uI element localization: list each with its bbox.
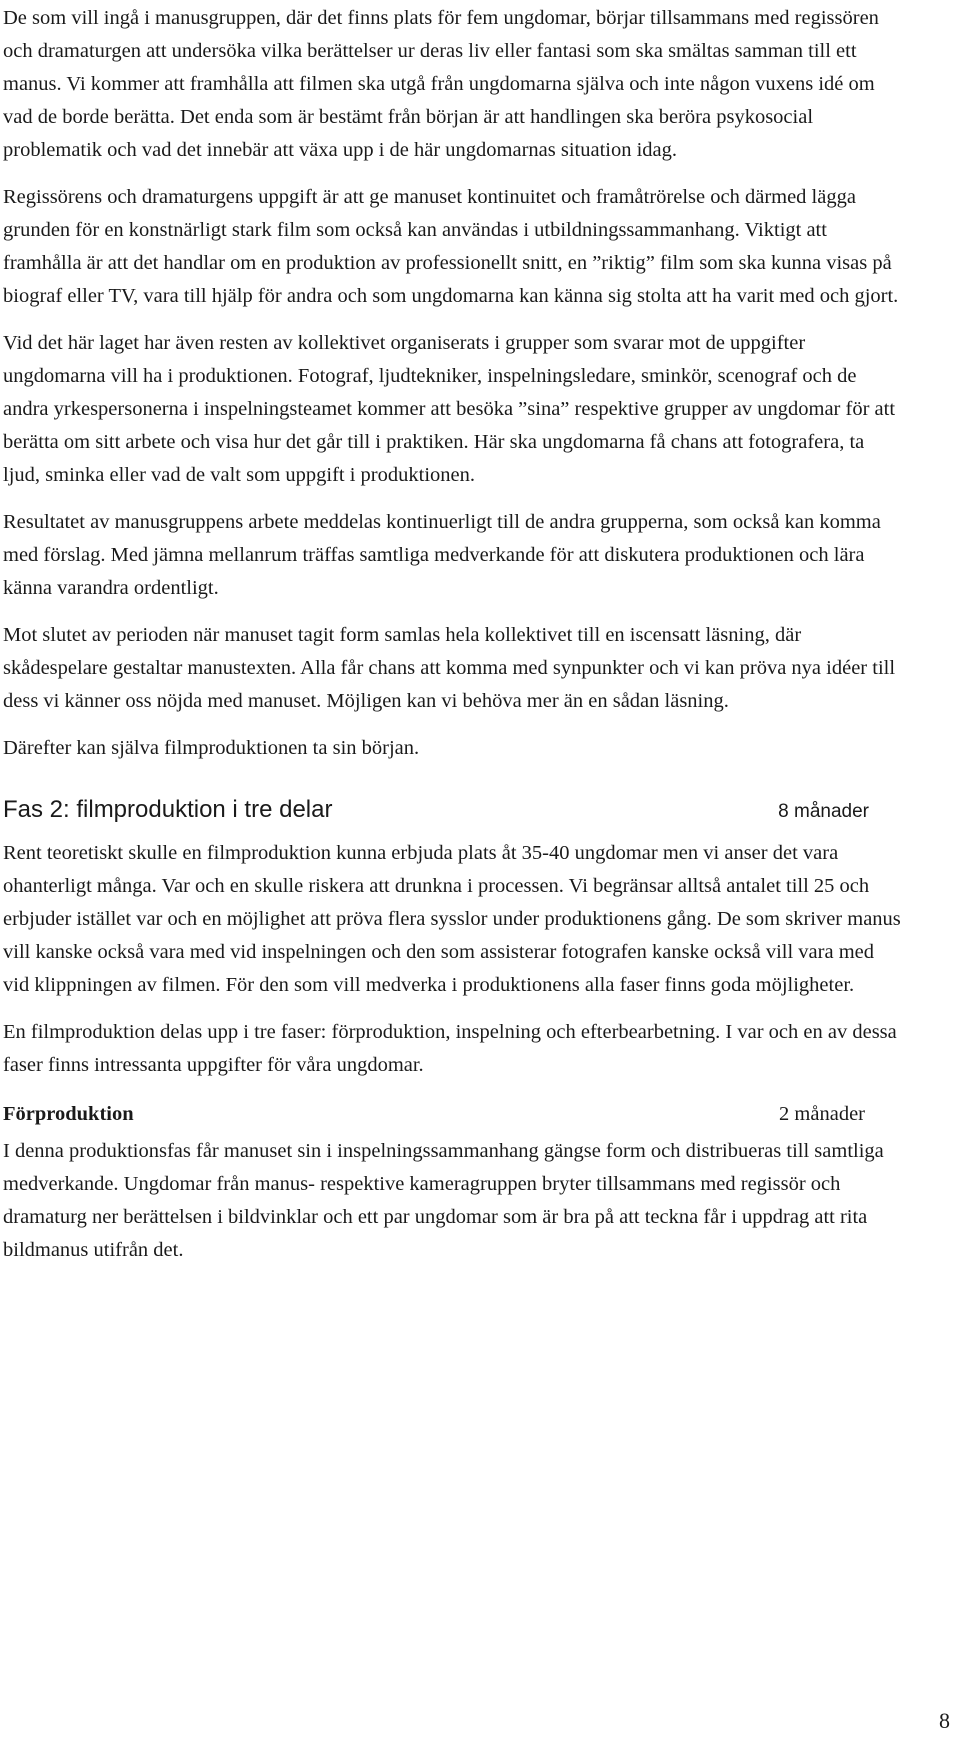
body-paragraph: Mot slutet av perioden när manuset tagit form samlas hela kollektivet till en iscensatt läsning, där skådespelare gestaltar manustexten. Alla får chans att komma med synpunkter och vi kan pröva nya idéer till dess vi känner oss nöjda med manuset. Möjligen kan vi behöva mer än en sådan läsning.	[3, 624, 896, 712]
page-number: 8	[939, 1708, 950, 1733]
document-body	[3, 2, 903, 1281]
section-title: Fas 2: filmproduktion i tre delar	[3, 796, 333, 823]
subsection-heading-forproduktion	[3, 1098, 875, 1131]
body-paragraph: En filmproduktion delas upp i tre faser: förproduktion, inspelning och efterbearbetning. I var och en av dessa faser finns intressanta uppgifter för våra ungdomar.	[3, 1021, 897, 1076]
subsection-title: Förproduktion	[3, 1103, 134, 1125]
section-duration: 8 månader	[778, 801, 869, 822]
subsection-duration: 2 månader	[779, 1103, 865, 1125]
body-paragraph: De som vill ingå i manusgruppen, där det finns plats för fem ungdomar, börjar tillsammans med regissören och dramaturgen att undersöka vilka berättelser ur deras liv eller fantasi som ska smältas samman till ett manus. Vi kommer att framhålla att filmen ska utgå från ungdomarna själva och inte någon vuxens idé om vad de borde berätta. Det enda som är bestämt från början är att handlingen ska beröra psykosocial problematik och vad det innebär att växa upp i de här ungdomarnas situation idag.	[3, 7, 879, 161]
body-paragraph: Regissörens och dramaturgens uppgift är att ge manuset kontinuitet och framåtrörelse och därmed lägga grunden för en konstnärligt stark film som också kan användas i utbildningssammanhang. Viktigt att framhålla är att det handlar om en produktion av professionellt snitt, en ”riktig” film som ska kunna visas på biograf eller TV, vara till hjälp för andra och som ungdomarna kan känna sig stolta att ha varit med och gjort.	[3, 186, 899, 307]
body-paragraph: I denna produktionsfas får manuset sin i inspelningssammanhang gängse form och distribueras till samtliga medverkande. Ungdomar från manus- respektive kameragruppen bryter tillsammans med regissör och dramaturg ner berättelsen i bildvinklar och ett par ungdomar som är bra på att teckna får i uppdrag att rita bildmanus utifrån det.	[3, 1140, 884, 1261]
body-paragraph: Resultatet av manusgruppens arbete meddelas kontinuerligt till de andra grupperna, som också kan komma med förslag. Med jämna mellanrum träffas samtliga medverkande för att diskutera produktionen och lära känna varandra ordentligt.	[3, 511, 881, 599]
body-paragraph: Rent teoretiskt skulle en filmproduktion kunna erbjuda plats åt 35-40 ungdomar men vi anser det vara ohanterligt många. Var och en skulle riskera att drunkna i processen. Vi begränsar alltså antalet till 25 och erbjuder istället var och en möjlighet att pröva flera sysslor under produktionens gång. De som skriver manus vill kanske också vara med vid inspelningen och den som assisterar fotografen kanske också vill vara med vid klippningen av filmen. För den som vill medverka i produktionens alla faser finns goda möjligheter.	[3, 842, 901, 996]
section-heading-fas2	[3, 793, 875, 829]
body-paragraph: Därefter kan själva filmproduktionen ta sin början.	[3, 737, 420, 759]
body-paragraph: Vid det här laget har även resten av kollektivet organiserats i grupper som svarar mot de uppgifter ungdomarna vill ha i produktionen. Fotograf, ljudtekniker, inspelningsledare, sminkör, scenograf och de andra yrkespersonerna i inspelningsteamet kommer att besöka ”sina” respektive grupper av ungdomar för att berätta om sitt arbete och visa hur det går till i praktiken. Här ska ungdomarna få chans att fotografera, ta ljud, sminka eller vad de valt som uppgift i produktionen.	[3, 332, 896, 486]
